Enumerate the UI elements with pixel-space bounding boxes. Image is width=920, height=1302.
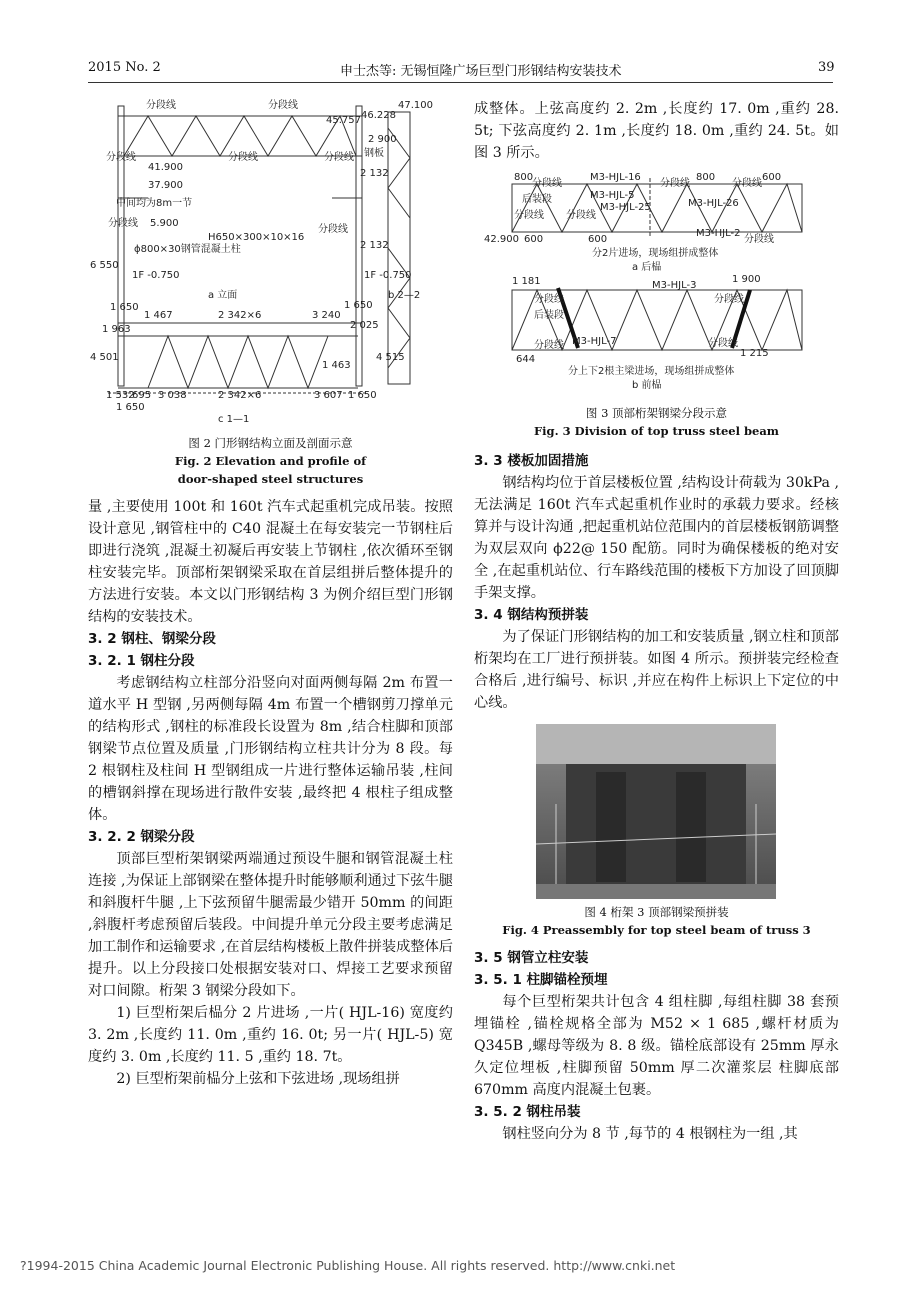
page-number: 39: [818, 60, 835, 75]
fig2-drawing: [88, 98, 453, 428]
fig2-label: 分段线: [268, 100, 298, 111]
paragraph: 成整体。上弦高度约 2. 2m ,长度约 17. 0m ,重约 28. 5t; 下弦高度约 2. 1m ,长度约 18. 0m ,重约 24. 5t。如图 3 所示。: [474, 101, 839, 161]
paragraph: 钢柱竖向分为 8 节 ,每节的 4 根钢柱为一组 ,其: [502, 1126, 798, 1142]
fig2-label: 1 650: [348, 390, 377, 401]
fig2-label: 2 132: [360, 168, 389, 179]
fig3-caption-cn: 图 3 顶部桁架钢梁分段示意: [585, 406, 728, 420]
fig3-sublabel: a 后榀: [632, 262, 662, 273]
paragraph: 量 ,主要使用 100t 和 160t 汽车式起重机完成吊装。按照设计意见 ,钢管柱中的 C40 混凝土在每安装完一节钢柱后即进行浇筑 ,混凝土初凝后再安装上节钢柱 ,依次循环至钢柱安装完毕。顶部桁架钢梁采取在首层组拼后整体提升的方法进行安装。本文以门形钢结构 3 为例介绍巨型门形钢结构的安装技术。: [88, 499, 453, 625]
fig2-label: 46.228: [361, 110, 396, 121]
right-column: [474, 98, 839, 1145]
subsection-heading: 3. 5. 1 柱脚锚栓预埋: [474, 972, 608, 988]
fig3-note: 分上下2根主梁进场，现场组拼成整体: [568, 366, 735, 377]
running-title: 申士杰等: 无锡恒隆广场巨型门形钢结构安装技术: [340, 64, 622, 79]
section-truss-web: [148, 336, 328, 388]
fig2-caption-en-2: door-shaped steel structures: [177, 472, 364, 486]
fig3-label: 后装段: [522, 194, 552, 205]
fig2-label: 6 550: [90, 260, 119, 271]
subsection-heading: 3. 5. 2 钢柱吊装: [474, 1104, 581, 1120]
left-column-member: [118, 106, 124, 386]
fig3-label: 600: [524, 234, 544, 245]
paragraph: 2) 巨型桁架前榀分上弦和下弦进场 ,现场组拼: [116, 1071, 400, 1087]
fig2-label: 1 463: [322, 360, 351, 371]
fig2-label: 41.900: [148, 162, 183, 173]
header-rule: [88, 82, 833, 83]
fig3-label: 800: [514, 172, 534, 183]
section-heading: 3. 2 钢柱、钢梁分段: [88, 631, 216, 647]
fig3-label: 800: [696, 172, 716, 183]
fig2-label: 分段线: [146, 100, 176, 111]
fig3-label: 1 215: [740, 348, 769, 359]
fig2-label: 695: [132, 390, 152, 401]
fig2-label: 1 650: [116, 402, 145, 413]
fig2-label: 1 650: [344, 300, 373, 311]
fig2-label: 分段线: [324, 152, 354, 163]
fig3-label: M3-HJL-26: [688, 198, 739, 209]
fig2-label: 1 532: [106, 390, 135, 401]
fig2-label: 分段线: [318, 224, 348, 235]
fig2-label: 分段线: [228, 152, 258, 163]
fig3-note: 分2片进场，现场组拼成整体: [592, 248, 719, 259]
fig2-label: 3 038: [158, 390, 187, 401]
fig2-label: 分段线: [106, 152, 136, 163]
fig2-label: 1 650: [110, 302, 139, 313]
fig3-label: M3-HJL-25: [600, 202, 651, 213]
paragraph: 1) 巨型桁架后榀分 2 片进场 ,一片( HJL-16) 宽度约 3. 2m ,长度约 11. 0m ,重约 16. 0t; 另一片( HJL-5) 宽度约 3. 0m ,长度约 11. 5 ,重约 18. 7t。: [88, 1005, 453, 1065]
fig3-label: 644: [516, 354, 536, 365]
fig3-label: 分段线: [534, 294, 564, 305]
subsection-heading: 3. 2. 2 钢梁分段: [88, 829, 195, 845]
fig3-label: 后装段: [534, 310, 564, 321]
fig2-label: 1F -0.750: [132, 270, 180, 281]
fig3-label: 分段线: [660, 178, 690, 189]
fig4-caption-en: Fig. 4 Preassembly for top steel beam of truss 3: [502, 923, 811, 937]
fig3-label: M3-HJL-16: [590, 172, 641, 183]
fig2-label: 1 467: [144, 310, 173, 321]
fig3-label: M3-HJL-7: [572, 336, 617, 347]
truss-web: [124, 116, 356, 156]
paragraph: 每个巨型桁架共计包含 4 组柱脚 ,每组柱脚 38 套预埋锚栓 ,锚栓规格全部为 M52 × 1 685 ,螺杆材质为 Q345B ,螺母等级为 8. 8 级。锚栓底部设有 25mm 厚永久定位埋板 ,柱脚预留 50mm 厚二次灌浆层 柱脚底部 670mm 高度内混凝土包裹。: [474, 994, 839, 1098]
fig2-caption-en: Fig. 2 Elevation and profile of: [174, 454, 367, 468]
fig2-label: 1 963: [102, 324, 131, 335]
fig3-label: M3-HJL-5: [590, 190, 635, 201]
left-column: [88, 98, 453, 1090]
fig3-label: 分段线: [566, 210, 596, 221]
fig2-label: 2 025: [350, 320, 379, 331]
fig2-label: c 1—1: [218, 414, 250, 425]
paragraph: 为了保证门形钢结构的加工和安装质量 ,钢立柱和顶部桁架均在工厂进行预拼装。如图 4 所示。预拼装完经检查合格后 ,进行编号、标识 ,并应在构件上标识上下定位的中心线。: [474, 629, 839, 711]
fig3-label: 分段线: [532, 178, 562, 189]
fig2-label: H650×300×10×16: [208, 232, 305, 243]
fig3-label: 1 900: [732, 274, 761, 285]
fig3-label: M3-HJL-2: [696, 228, 741, 239]
fig3-label: M3-HJL-3: [652, 280, 697, 291]
fig2-label: 2 342×6: [218, 390, 262, 401]
fig2-label: 45.757: [326, 115, 361, 126]
fig3-label: 600: [588, 234, 608, 245]
fig2-label: 37.900: [148, 180, 183, 191]
fig3-caption-en: Fig. 3 Division of top truss steel beam: [534, 424, 779, 438]
fig2-label: 3 607: [314, 390, 343, 401]
section-heading: 3. 5 钢管立柱安装: [474, 950, 589, 966]
fig2-label: 2 132: [360, 240, 389, 251]
fig3-drawing: [482, 170, 832, 402]
fig3-label: 分段线: [732, 178, 762, 189]
fig2-label: 中间均为8m一节: [116, 198, 193, 209]
fig3-label: 分段线: [534, 340, 564, 351]
fig3-label: 分段线: [514, 210, 544, 221]
fig2-caption-cn: 图 2 门形钢结构立面及剖面示意: [188, 436, 353, 450]
fig3-label: 1 181: [512, 276, 541, 287]
fig2-label: 2 900: [368, 134, 397, 145]
subsection-heading: 3. 2. 1 钢柱分段: [88, 653, 195, 669]
fig2-label: 2 342×6: [218, 310, 262, 321]
section-heading: 3. 4 钢结构预拼装: [474, 607, 589, 623]
fig3-sublabel: b 前榀: [632, 380, 662, 391]
paragraph: 顶部巨型桁架钢梁两端通过预设牛腿和钢管混凝土柱连接 ,为保证上部钢梁在整体提升时能够顺利通过下弦牛腿和斜腹杆牛腿 ,上下弦预留牛腿需最少错开 50mm 的间距 ,斜腹杆考虑预留后装段。中间提升单元分段主要考虑满足加工制作和运输要求 ,在首层结构楼板上散件拼装成整体后提升。以上分段接口处根据安装对口、焊接工艺要求预留对口间隙。桁架 3 钢梁分段如下。: [88, 851, 453, 999]
section-heading: 3. 3 楼板加固措施: [474, 453, 589, 469]
fig2-label: 钢板: [364, 148, 384, 159]
fig2-label: 1F -0.750: [364, 270, 412, 281]
fig2-label: 4 515: [376, 352, 405, 363]
fig2-label: 5.900: [150, 218, 179, 229]
fig2-label: 47.100: [398, 100, 433, 111]
fig3-label: 分段线: [708, 338, 738, 349]
fig3-label: 42.900: [484, 234, 519, 245]
fig2-label: ϕ800×30钢管混凝土柱: [134, 244, 241, 255]
fig2-label: b 2—2: [388, 290, 421, 301]
copyright-footer: ?1994-2015 China Academic Journal Electronic Publishing House. All rights reserved. http://www.cnki.net: [20, 1258, 676, 1273]
paragraph: 考虑钢结构立柱部分沿竖向对面两侧每隔 2m 布置一道水平 H 型钢 ,另两侧每隔 4m 布置一个槽钢剪刀撑单元的结构形式 ,钢柱的标准段长设置为 8m ,结合柱脚和顶部钢梁节点位置及质量 ,门形钢结构立柱共计分为 8 段。每 2 根钢柱及柱间 H 型钢组成一片进行整体运输吊装 ,柱间的槽钢斜撑在现场进行散件安装 ,最终把 4 根柱子组成整体。: [88, 675, 453, 823]
fig2-label: 3 240: [312, 310, 341, 321]
fig3-label: 600: [762, 172, 782, 183]
fig2-label: a 立面: [208, 290, 238, 301]
fig3-label: 分段线: [744, 234, 774, 245]
fig2-label: 4 501: [90, 352, 119, 363]
paragraph: 钢结构均位于首层楼板位置 ,结构设计荷载为 30kPa ,无法满足 160t 汽车式起重机作业时的承载力要求。经核算并与设计沟通 ,把起重机站位范围内的首层楼板钢筋调整为双层双向 ϕ22@ 150 配筋。同时为确保楼板的绝对安全 ,在起重机站位、行车路线范围的楼板下方加设了回顶脚手架支撑。: [474, 475, 839, 601]
fig4-caption-cn: 图 4 桁架 3 顶部钢梁预拼装: [584, 905, 729, 919]
fig3-label: 分段线: [714, 294, 744, 305]
fig2-label: 分段线: [108, 218, 138, 229]
fig4-photo: [536, 724, 776, 899]
journal-issue: 2015 No. 2: [88, 60, 161, 75]
